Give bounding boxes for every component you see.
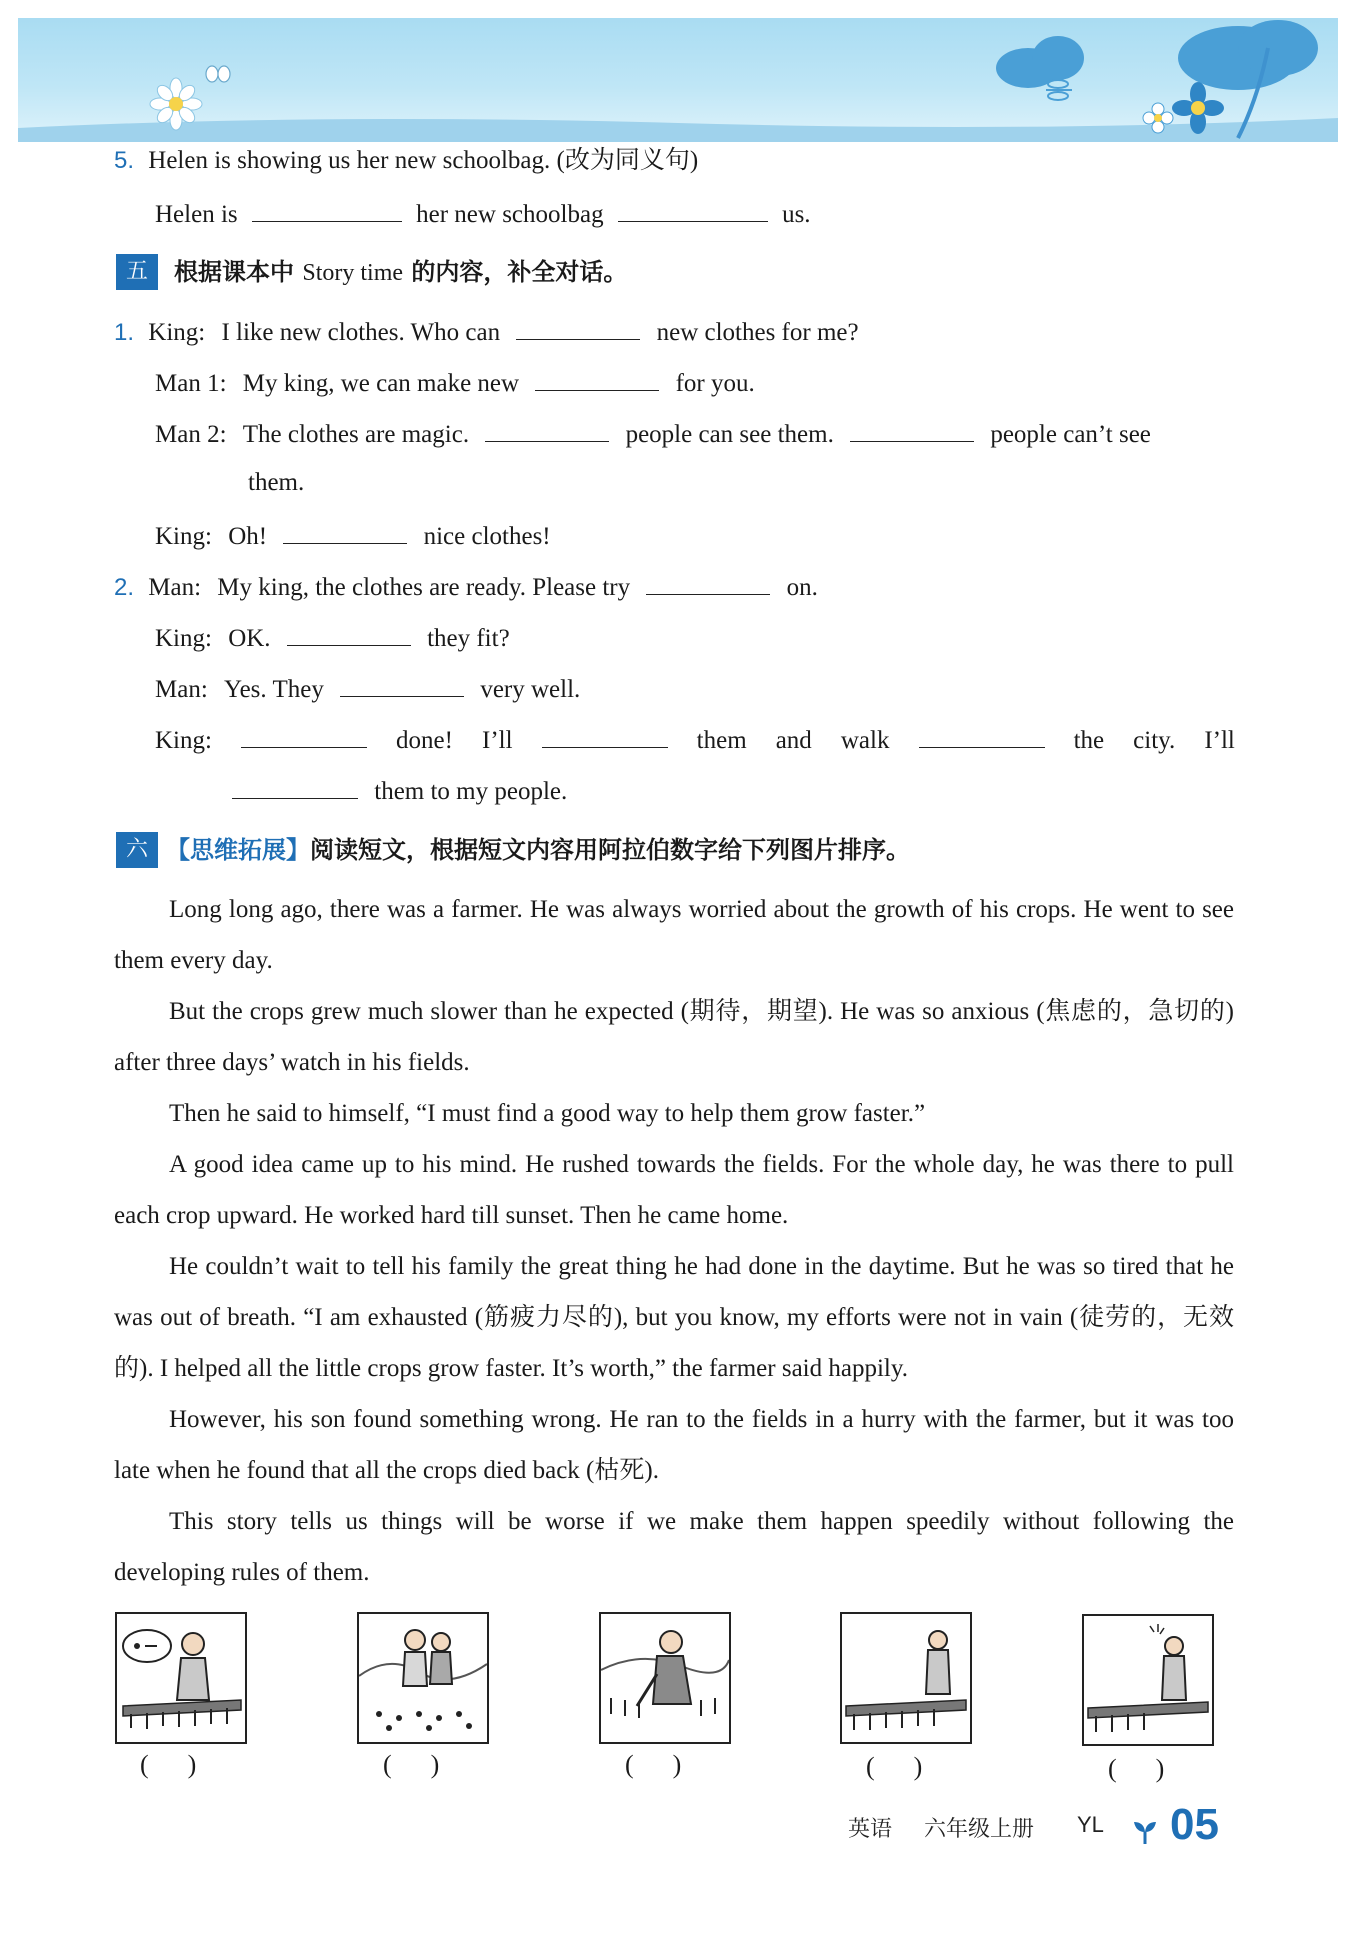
speaker-label: King: (148, 319, 206, 346)
passage-paragraph: This story tells us things will be worse if we make them happen speedily without following the developing rules of them. (114, 1508, 1234, 1586)
passage-paragraph: He couldn’t wait to tell his family the great thing he had done in the daytime. But he was so tired that he was out of breath. “I am exhausted (筋疲力尽的), but you know, my efforts were not in vain (徒劳的，无效的). I helped all the little crops grow faster. It’s worth,” the farmer said happily. (114, 1253, 1234, 1382)
answer-blank[interactable] (542, 721, 668, 748)
text-segment: I’ll (1204, 727, 1235, 754)
question-text: Helen is showing us her new schoolbag. (改为同义句) (148, 147, 699, 174)
text-segment: I’ll (482, 727, 513, 754)
page-number: 05 (1170, 1800, 1219, 1849)
text-segment: new clothes for me? (656, 319, 859, 346)
header-banner (18, 18, 1338, 142)
picture-farmer-thinking (115, 1612, 247, 1744)
speaker-label: King: (155, 727, 212, 754)
passage-paragraph: Long long ago, there was a farmer. He was always worried about the growth of his crops. He went to see them every day. (114, 896, 1234, 974)
answer-parenthesis[interactable]: ( ) (140, 1750, 197, 1779)
dialog-1-line-1 (114, 313, 859, 350)
dialog-1-line-3-cont (248, 466, 304, 500)
answer-blank[interactable] (618, 195, 768, 222)
dialog-1-line-2 (155, 364, 755, 401)
answer-parenthesis[interactable]: ( ) (1108, 1754, 1165, 1783)
text-segment: the (1073, 727, 1105, 754)
title-part: Story time (302, 260, 404, 286)
answer-blank[interactable] (516, 313, 640, 340)
speaker-label: Man: (148, 574, 202, 601)
text-segment: very well. (480, 676, 581, 703)
text-segment: The clothes are magic. (242, 421, 470, 448)
answer-blank[interactable] (535, 364, 659, 391)
section-6-title (166, 832, 910, 868)
answer-blank[interactable] (919, 721, 1045, 748)
speaker-label: King: (155, 625, 212, 652)
picture-farmer-pulling-crops (599, 1612, 731, 1744)
sprout-icon (1132, 1820, 1158, 1851)
answer-blank[interactable] (646, 568, 770, 595)
text-segment: done! (396, 727, 453, 754)
answer-parenthesis[interactable]: ( ) (383, 1750, 440, 1779)
footer-edition: YL (1077, 1812, 1104, 1837)
speaker-label: King: (155, 523, 212, 550)
text-segment: I like new clothes. Who can (221, 319, 501, 346)
question-number: 2. (114, 574, 135, 601)
question-number: 5. (114, 147, 135, 174)
section-5-title (174, 254, 627, 291)
section-tag: 【思维拓展】 (166, 836, 310, 864)
text-segment: for you. (675, 370, 755, 397)
answer-blank[interactable] (287, 619, 411, 646)
passage-paragraph: A good idea came up to his mind. He rushed towards the fields. For the whole day, he was there to pull each crop upward. He worked hard till sunset. Then he came home. (114, 1151, 1234, 1229)
text-segment: nice clothes! (423, 523, 551, 550)
answer-blank[interactable] (241, 721, 367, 748)
text-segment: people can see them. (625, 421, 834, 448)
text-segment: them to my people. (374, 778, 568, 805)
text-segment: her new schoolbag (416, 201, 604, 228)
text-segment: on. (786, 574, 818, 601)
dialog-1-line-3 (155, 415, 1151, 452)
butterfly-icon (206, 66, 230, 82)
text-segment: they fit? (427, 625, 510, 652)
text-segment: walk (840, 727, 890, 754)
dialog-2-line-5 (232, 772, 567, 809)
text-segment: city. (1133, 727, 1176, 754)
dialog-2-line-1 (114, 568, 818, 605)
dialog-2-line-3 (155, 670, 580, 707)
answer-blank[interactable] (485, 415, 609, 442)
text-segment: people can’t see (990, 421, 1151, 448)
text-segment: Oh! (228, 523, 268, 550)
picture-farmer-tired (1082, 1614, 1214, 1746)
footer-subject: 英语 (848, 1817, 893, 1842)
answer-parenthesis[interactable]: ( ) (866, 1752, 923, 1781)
text-segment: My king, we can make new (242, 370, 520, 397)
dialog-2-line-4 (155, 721, 1235, 758)
passage-paragraph: However, his son found something wrong. He ran to the fields in a hurry with the farmer, but it was too late when he found that all the crops died back (枯死). (114, 1406, 1234, 1484)
dialog-1-line-4 (155, 517, 551, 554)
cloud-icon (996, 20, 1318, 90)
title-text: 阅读短文，根据短文内容用阿拉伯数字给下列图片排序。 (310, 836, 910, 864)
question-number: 1. (114, 319, 135, 346)
answer-blank[interactable] (283, 517, 407, 544)
text-segment: My king, the clothes are ready. Please try (217, 574, 631, 601)
banner-illustration (18, 18, 1338, 142)
text-segment: OK. (228, 625, 271, 652)
title-part: 的内容，补全对话。 (411, 258, 628, 286)
text-segment: them. (248, 469, 305, 496)
picture-farmer-standing (840, 1612, 972, 1744)
footer-grade: 六年级上册 (924, 1817, 1035, 1842)
question-5-prompt (114, 144, 698, 178)
speaker-label: Man: (155, 676, 208, 703)
speaker-label: Man 1: (155, 370, 227, 397)
section-6-badge: 六 (116, 832, 158, 868)
answer-blank[interactable] (232, 772, 358, 799)
answer-parenthesis[interactable]: ( ) (625, 1750, 682, 1779)
passage-paragraph: Then he said to himself, “I must find a good way to help them grow faster.” (169, 1100, 926, 1127)
text-segment: them (696, 727, 747, 754)
text-segment: Yes. They (224, 676, 324, 703)
picture-farmer-and-son (357, 1612, 489, 1744)
answer-blank[interactable] (340, 670, 464, 697)
text-segment: Helen is (155, 201, 238, 228)
passage-paragraph: But the crops grew much slower than he expected (期待，期望). He was so anxious (焦虑的，急切的) after three days’ watch in his fields. (114, 998, 1234, 1076)
title-part: 根据课本中 (174, 258, 294, 286)
speaker-label: Man 2: (155, 421, 227, 448)
answer-blank[interactable] (850, 415, 974, 442)
dialog-2-line-2 (155, 619, 510, 656)
question-5-answer-line (155, 195, 811, 232)
dragonfly-icon (1046, 80, 1072, 100)
answer-blank[interactable] (252, 195, 402, 222)
text-segment: and (775, 727, 812, 754)
section-5-badge: 五 (116, 254, 158, 290)
text-segment: us. (782, 201, 811, 228)
